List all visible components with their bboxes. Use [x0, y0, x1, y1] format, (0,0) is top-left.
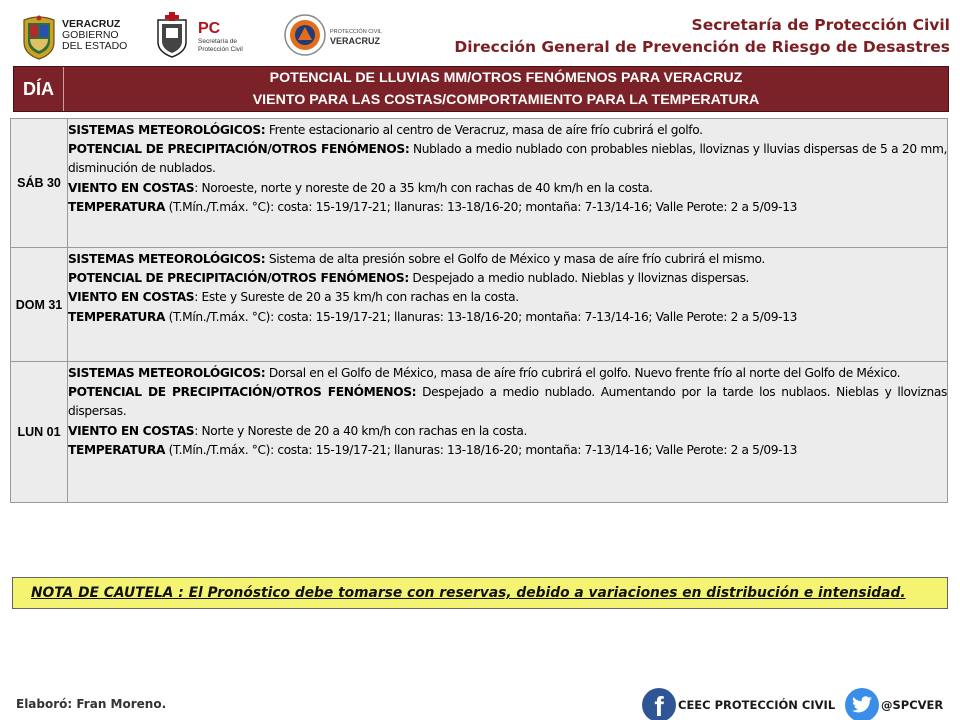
forecast-row-dom-31 — [10, 248, 948, 362]
forecast-row-sab-30 — [10, 119, 948, 248]
systems-text: Frente estacionario al centro de Veracruz, masa de aíre frío cubrirá el golfo. — [265, 123, 703, 137]
pc-logo-acronym: PC — [198, 20, 221, 37]
wind-label: VIENTO EN COSTAS — [68, 180, 195, 195]
forecast-title-bar — [13, 66, 949, 112]
forecast-day-label: SÁB 30 — [10, 119, 68, 247]
precip-paragraph — [68, 269, 947, 288]
day-column-header: DÍA — [14, 67, 64, 111]
temp-text: (T.Mín./T.máx. °C): costa: 15-19/17-21; llanuras: 13-18/16-20; montaña: 7-13/14-16; Valle Perote: 2 a 5/09-13 — [165, 309, 798, 324]
precip-label: POTENCIAL DE PRECIPITACIÓN/OTROS FENÓMENOS: — [68, 142, 410, 157]
twitter-link[interactable] — [845, 688, 943, 720]
wind-text: : Este y Sureste de 20 a 35 km/h con rachas en la costa. — [194, 290, 519, 305]
temp-label: TEMPERATURA — [68, 199, 166, 214]
veracruz-logo-line3: DEL ESTADO — [62, 40, 128, 52]
systems-label: SISTEMAS METEOROLÓGICOS: — [68, 366, 266, 380]
temp-paragraph — [68, 198, 947, 217]
systems-paragraph — [68, 121, 947, 140]
precip-label: POTENCIAL DE PRECIPITACIÓN/OTROS FENÓMENOS: — [68, 271, 409, 286]
forecast-day-label: LUN 01 — [10, 362, 68, 502]
forecast-heading-line2: VIENTO PARA LAS COSTAS/COMPORTAMIENTO PARA LA TEMPERATURA — [252, 92, 760, 108]
systems-label: SISTEMAS METEOROLÓGICOS: — [68, 252, 266, 266]
temp-paragraph — [68, 441, 947, 460]
precip-label: POTENCIAL DE PRECIPITACIÓN/OTROS FENÓMENOS: — [68, 385, 417, 400]
pc-emblem-icon — [154, 12, 190, 58]
temp-label: TEMPERATURA — [68, 442, 166, 457]
header-logos — [18, 10, 398, 62]
twitter-bird-icon[interactable] — [845, 688, 879, 720]
proteccion-civil-veracruz-logo[interactable] — [284, 10, 394, 62]
temp-text: (T.Mín./T.máx. °C): costa: 15-19/17-21; llanuras: 13-18/16-20; montaña: 7-13/14-16; Valle Perote: 2 a 5/09-13 — [165, 199, 798, 214]
facebook-label[interactable]: CEEC PROTECCIÓN CIVIL — [678, 698, 836, 712]
veracruz-government-logo[interactable] — [18, 10, 148, 62]
precip-paragraph — [68, 140, 947, 178]
caution-note-text: NOTA DE CAUTELA : El Pronóstico debe tomarse con reservas, debido a variaciones en distribución e intensidad. — [31, 585, 906, 601]
forecast-details — [68, 119, 948, 247]
veracruz-logo-line1: VERACRUZ — [62, 18, 121, 30]
veracruz-crest-icon — [20, 14, 58, 60]
org-secretaria: Secretaría de Protección Civil — [691, 16, 950, 34]
precip-text: Despejado a medio nublado. Nieblas y lloviznas dispersas. — [408, 271, 750, 286]
org-direccion: Dirección General de Prevención de Riesgo de Desastres — [454, 38, 950, 56]
wind-text: : Noroeste, norte y noreste de 20 a 35 km/h con rachas de 40 km/h en la costa. — [194, 180, 653, 195]
organization-heading — [454, 14, 950, 58]
systems-paragraph — [68, 250, 947, 269]
pc-logo-sub2: Protección Civil — [198, 45, 243, 53]
forecast-table — [10, 118, 948, 503]
author-credit: Elaboró: Fran Moreno. — [16, 697, 167, 711]
veracruz-logo-line2: GOBIERNO — [62, 29, 119, 41]
pcv-logo-line1: PROTECCIÓN CIVIL — [330, 29, 382, 35]
pcv-logo-line2: VERACRUZ — [330, 36, 381, 46]
forecast-heading — [64, 67, 948, 111]
wind-label: VIENTO EN COSTAS — [68, 423, 195, 438]
temp-paragraph — [68, 308, 947, 327]
proteccion-civil-triangle-icon — [284, 14, 326, 56]
forecast-heading-line1: POTENCIAL DE LLUVIAS MM/OTROS FENÓMENOS PARA VERACRUZ — [269, 70, 743, 86]
wind-paragraph — [68, 422, 947, 441]
caution-note — [12, 577, 948, 609]
wind-paragraph — [68, 179, 947, 198]
temp-text: (T.Mín./T.máx. °C): costa: 15-19/17-21; llanuras: 13-18/16-20; montaña: 7-13/14-16; Valle Perote: 2 a 5/09-13 — [165, 442, 798, 457]
systems-paragraph — [68, 364, 947, 383]
systems-text: Sistema de alta presión sobre el Golfo de México y masa de aíre frío cubrirá el mismo. — [265, 252, 765, 266]
facebook-icon[interactable]: f — [642, 688, 676, 720]
wind-paragraph — [68, 288, 947, 307]
wind-label: VIENTO EN COSTAS — [68, 290, 195, 305]
forecast-details — [68, 362, 948, 502]
forecast-day-label: DOM 31 — [10, 248, 68, 361]
systems-label: SISTEMAS METEOROLÓGICOS: — [68, 123, 266, 137]
twitter-label[interactable]: @SPCVER — [881, 698, 944, 712]
precip-text: Despejado a medio nublado. Aumentando por la tarde los nublaos. Nieblas y lloviznas dispersas. — [68, 385, 947, 419]
twitter-bird-glyph — [851, 696, 873, 714]
pc-logo-sub1: Secretaría de — [198, 38, 238, 45]
temp-label: TEMPERATURA — [68, 309, 166, 324]
precip-paragraph — [68, 383, 947, 421]
veracruz-logo-text — [62, 19, 127, 52]
precip-text: Nublado a medio nublado con probables nieblas, lloviznas y lluvias dispersas de 5 a 20 mm, disminución de nublados. — [68, 142, 947, 176]
pc-logo-subtitle — [198, 38, 243, 53]
forecast-row-lun-01 — [10, 362, 948, 502]
systems-text: Dorsal en el Golfo de México, masa de aíre frío cubrirá el golfo. Nuevo frente frío al norte del Golfo de México. — [265, 366, 901, 380]
facebook-link[interactable] — [642, 688, 835, 720]
wind-text: : Norte y Noreste de 20 a 40 km/h con rachas en la costa. — [194, 423, 528, 438]
pc-secretaria-logo[interactable] — [152, 10, 262, 62]
forecast-details — [68, 248, 948, 361]
